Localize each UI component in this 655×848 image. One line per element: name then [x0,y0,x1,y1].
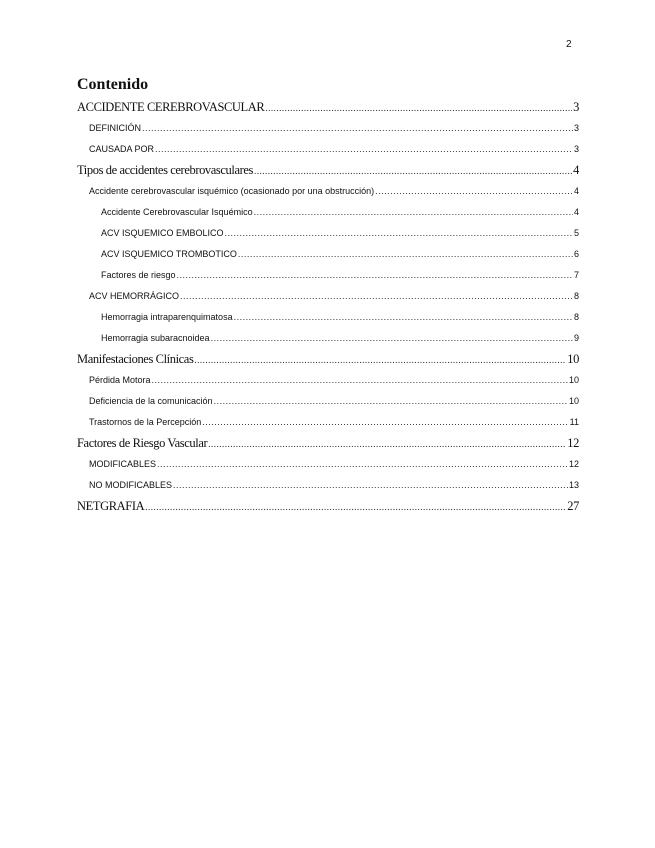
toc-entry-label: MODIFICABLES [89,459,157,469]
toc-entry-page: 7 [573,270,579,280]
toc-entry-page: 27 [567,499,579,513]
toc-entry-page: 4 [573,186,579,196]
toc-entry-label: Tipos de accidentes cerebrovasculares [77,163,253,177]
toc-entry[interactable] [77,307,579,328]
toc-entry[interactable] [77,433,579,454]
dot-leader [375,181,573,202]
toc-entry-page: 12 [568,459,579,469]
toc-entry-label: Accidente cerebrovascular isquémico (ocasionado por una obstrucción) [89,186,375,196]
dot-leader [157,454,568,475]
toc-entry[interactable] [77,496,579,517]
toc-entry-page: 4 [573,207,579,217]
dot-leader [225,223,573,244]
toc-entry-label: Hemorragia intraparenquimatosa [101,312,233,322]
toc-entry-label: ACV HEMORRÁGICO [89,291,180,301]
page-number: 2 [566,39,572,50]
toc-entry[interactable] [77,475,579,496]
toc-entry-page: 3 [573,144,579,154]
dot-leader [211,328,573,349]
dot-leader [202,412,568,433]
toc-entry-page: 10 [567,352,579,366]
toc-entry-label: Factores de riesgo [101,270,176,280]
toc-entry-label: Trastornos de la Percepción [89,417,202,427]
toc-entry-page: 4 [573,163,579,177]
toc-entry[interactable] [77,349,579,370]
toc-entry-label: Manifestaciones Clínicas [77,352,194,366]
toc-entry-label: Pérdida Motora [89,375,151,385]
toc-entry[interactable] [77,454,579,475]
toc-entry[interactable] [77,202,579,223]
dot-leader [155,139,573,160]
dot-leader [265,98,572,118]
toc-entry-label: Hemorragia subaracnoidea [101,333,210,343]
toc-entry[interactable] [77,286,579,307]
toc-entry[interactable] [77,118,579,139]
dot-leader [254,161,572,181]
toc-entry-label: Deficiencia de la comunicación [89,396,213,406]
dot-leader [194,350,566,370]
toc-entry-label: Accidente Cerebrovascular Isquémico [101,207,253,217]
toc-entry-page: 11 [569,417,579,427]
dot-leader [152,370,568,391]
toc-entry-page: 12 [567,436,579,450]
toc-entry-label: ACV ISQUEMICO TROMBOTICO [101,249,237,259]
toc-entry-label: DEFINICIÓN [89,123,142,133]
toc-entry[interactable] [77,244,579,265]
toc-entry[interactable] [77,97,579,118]
toc-entry-page: 10 [568,396,579,406]
toc-entry-label: CAUSADA POR [89,144,155,154]
table-of-contents [77,97,579,517]
toc-entry-page: 6 [573,249,579,259]
toc-entry[interactable] [77,412,579,433]
dot-leader [173,475,568,496]
toc-entry[interactable] [77,265,579,286]
dot-leader [208,434,566,454]
toc-entry[interactable] [77,139,579,160]
toc-entry[interactable] [77,370,579,391]
dot-leader [214,391,568,412]
toc-entry-page: 8 [573,312,579,322]
toc-entry-page: 9 [573,333,579,343]
dot-leader [145,497,566,517]
dot-leader [180,286,573,307]
toc-entry[interactable] [77,328,579,349]
toc-entry-label: NO MODIFICABLES [89,480,173,490]
toc-entry-page: 13 [568,480,579,490]
toc-entry-page: 3 [573,100,579,114]
toc-title: Contenido [77,76,149,93]
toc-entry-label: ACV ISQUEMICO EMBOLICO [101,228,224,238]
dot-leader [177,265,573,286]
toc-entry-page: 10 [568,375,579,385]
toc-entry-page: 5 [573,228,579,238]
toc-entry[interactable] [77,223,579,244]
toc-entry-label: ACCIDENTE CEREBROVASCULAR [77,100,265,114]
dot-leader [238,244,573,265]
toc-entry-label: Factores de Riesgo Vascular [77,436,208,450]
dot-leader [234,307,573,328]
toc-entry-label: NETGRAFIA [77,499,145,513]
toc-entry[interactable] [77,391,579,412]
toc-entry-page: 3 [573,123,579,133]
dot-leader [254,202,573,223]
dot-leader [142,118,573,139]
toc-entry[interactable] [77,160,579,181]
toc-entry[interactable] [77,181,579,202]
toc-entry-page: 8 [573,291,579,301]
